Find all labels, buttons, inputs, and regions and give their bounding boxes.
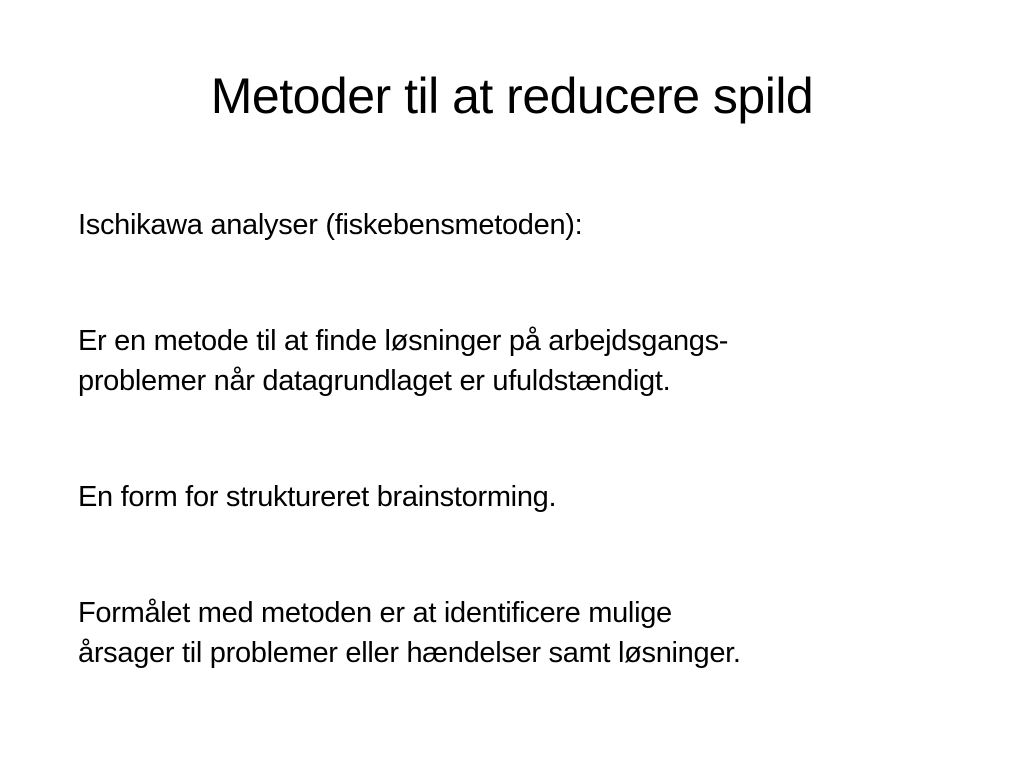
paragraph-line: Er en metode til at finde løsninger på arbejdsgangs- bbox=[78, 325, 729, 357]
paragraph-line: årsager til problemer eller hændelser samt løsninger. bbox=[78, 637, 741, 669]
paragraph-definition bbox=[78, 321, 958, 401]
paragraph-purpose bbox=[78, 593, 958, 673]
paragraph-line: En form for struktureret brainstorming. bbox=[78, 481, 557, 513]
slide-body bbox=[78, 205, 958, 673]
paragraph-line: Formålet med metoden er at identificere mulige bbox=[78, 597, 672, 629]
paragraph-line: Ischikawa analyser (fiskebensmetoden): bbox=[78, 209, 583, 241]
paragraph-ischikawa bbox=[78, 205, 958, 245]
paragraph-line: problemer når datagrundlaget er ufuldstændigt. bbox=[78, 365, 671, 397]
paragraph-brainstorming bbox=[78, 477, 958, 517]
slide-title: Metoder til at reducere spild bbox=[210, 68, 814, 124]
